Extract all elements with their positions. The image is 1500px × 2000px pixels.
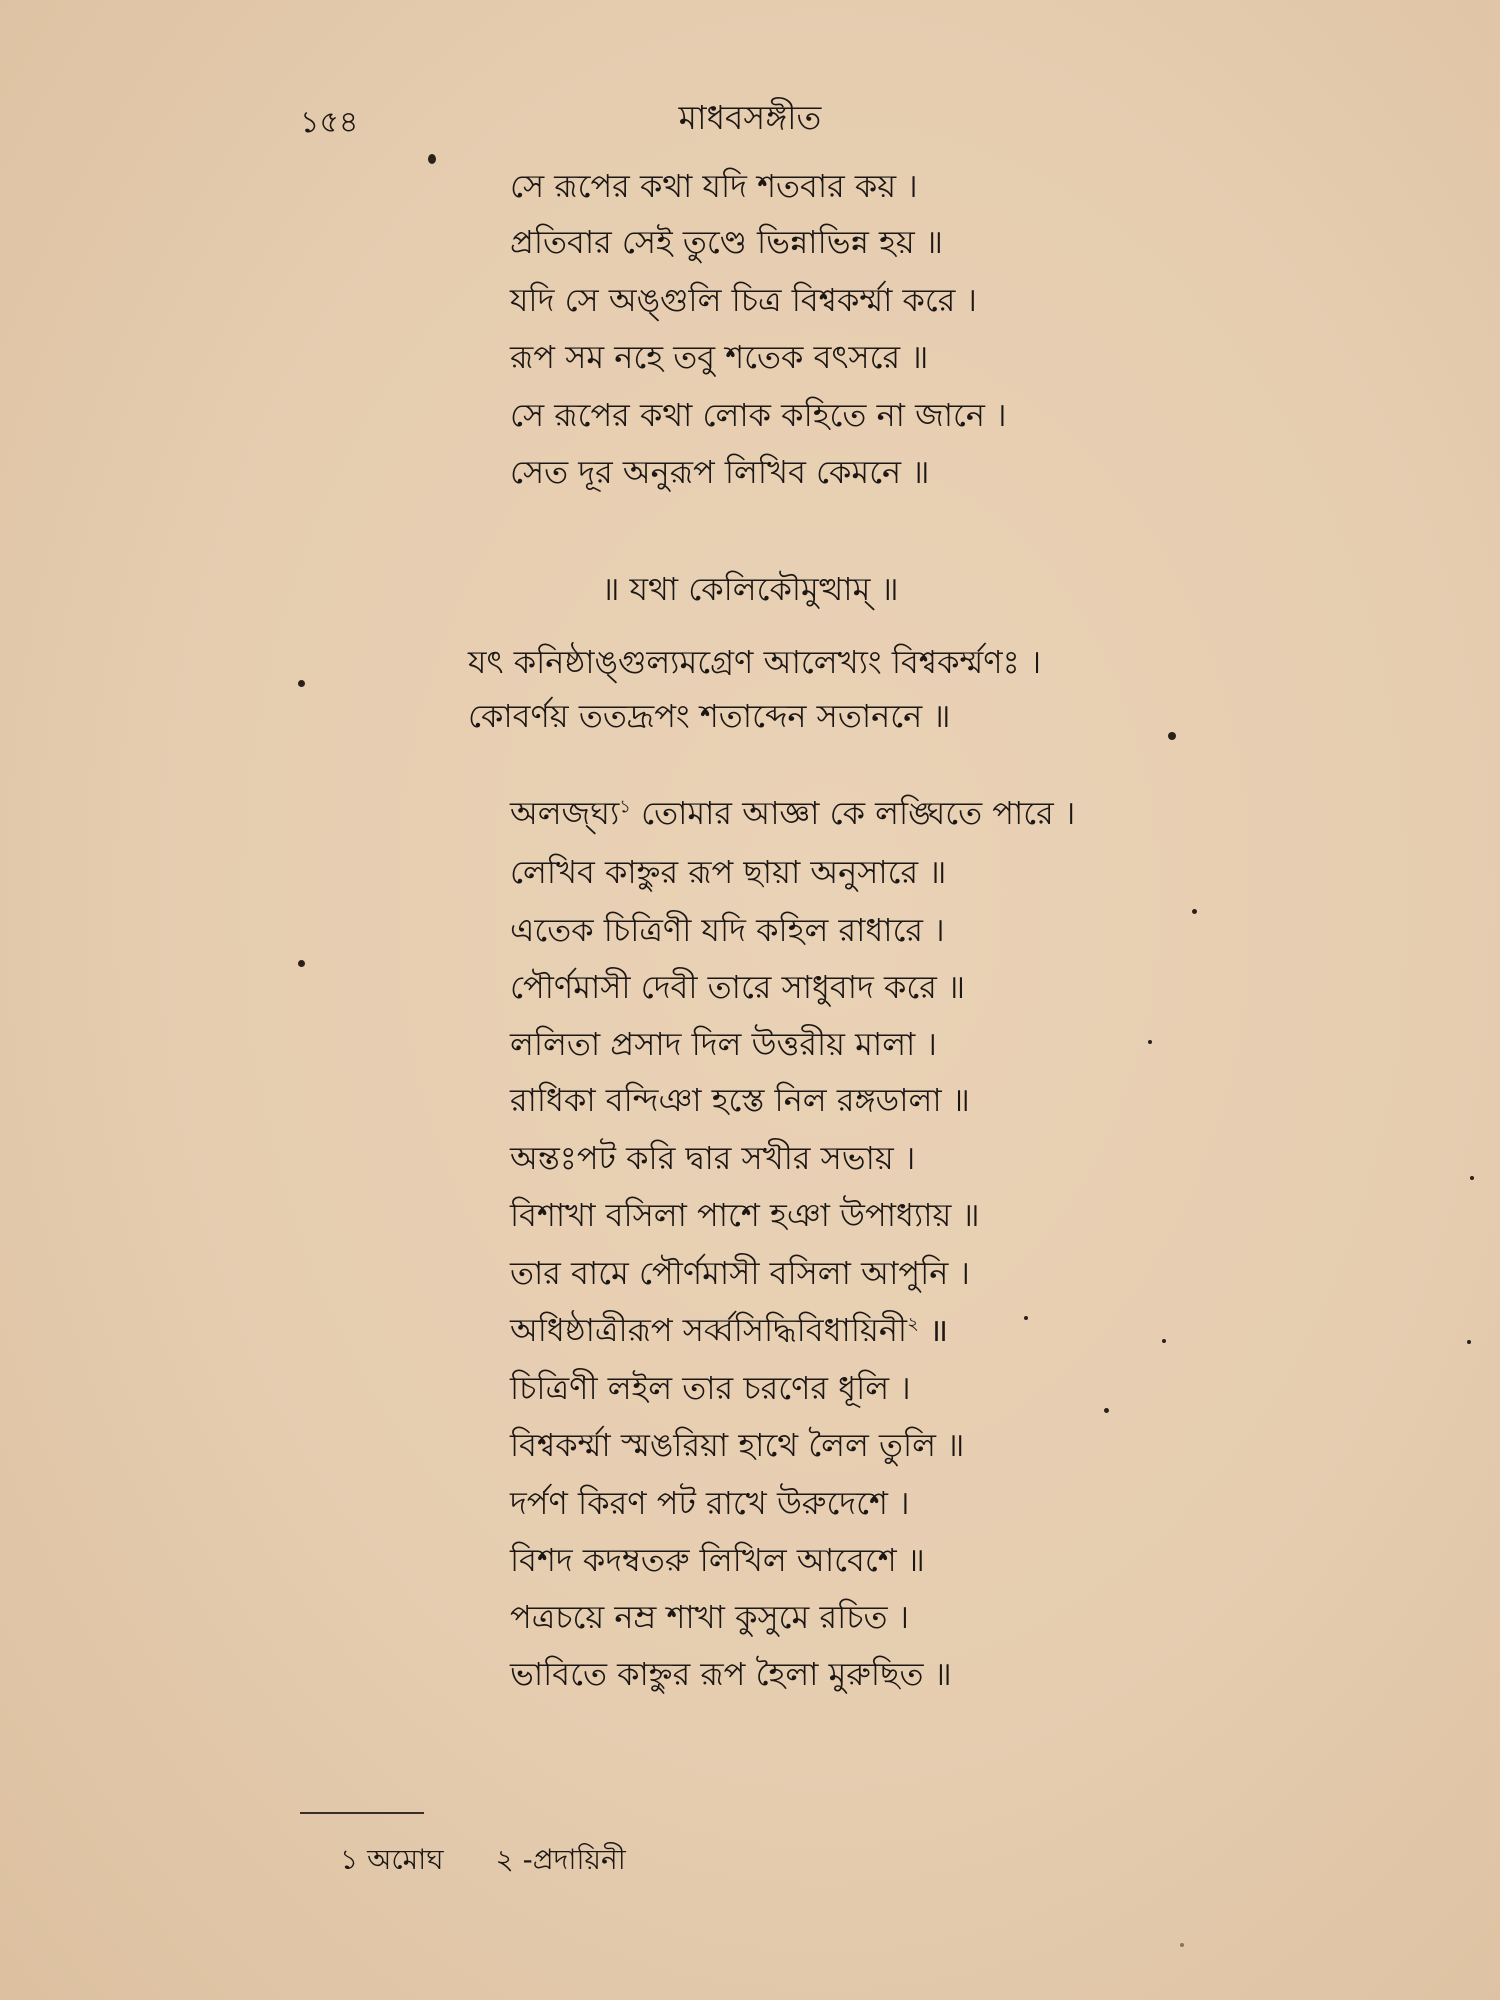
footnote-marker: ১ bbox=[619, 796, 631, 818]
paper-speck bbox=[1470, 1176, 1474, 1180]
verse-line: প্রতিবার সেই তুণ্ডে ভিন্নাভিন্ন হয় ॥ bbox=[510, 223, 943, 261]
sanskrit-heading: ॥ যথা কেলিকৌমুত্থাম্ ॥ bbox=[601, 570, 899, 608]
verse-line: সে রূপের কথা যদি শতবার কয় । bbox=[510, 167, 918, 205]
paper-speck bbox=[1104, 1408, 1109, 1413]
sloka-line: যৎ কনিষ্ঠাঙ্গুল্যমগ্রেণ আলেখ্যং বিশ্বকর্ম্মণঃ । bbox=[468, 643, 1042, 681]
verse-line: পত্রচয়ে নম্র শাখা কুসুমে রচিত । bbox=[510, 1598, 910, 1636]
verse-line: রূপ সম নহে তবু শতেক বৎসরে ॥ bbox=[510, 338, 929, 376]
verse-line: বিশদ কদম্বতরু লিখিল আবেশে ॥ bbox=[510, 1541, 925, 1579]
paper-speck bbox=[428, 154, 436, 164]
verse-line: সে রূপের কথা লোক কহিতে না জানে । bbox=[510, 396, 1007, 434]
footnotes bbox=[340, 1838, 626, 1885]
paper-speck bbox=[1467, 1340, 1471, 1344]
verse-line: সেত দূর অনুরূপ লিখিব কেমনে ॥ bbox=[510, 453, 930, 491]
verse-line: পৌর্ণমাসী দেবী তারে সাধুবাদ করে ॥ bbox=[510, 968, 966, 1006]
paper-speck bbox=[1162, 1339, 1166, 1343]
verse-line: এতেক চিত্রিণী যদি কহিল রাধারে । bbox=[510, 911, 945, 949]
verse-line: তার বামে পৌর্ণমাসী বসিলা আপুনি । bbox=[510, 1254, 970, 1292]
verse-line: রাধিকা বন্দিঞা হস্তে নিল রঙ্গডালা ॥ bbox=[510, 1081, 970, 1119]
paper-speck bbox=[1168, 732, 1176, 740]
footnote-rule bbox=[300, 1812, 424, 1814]
verse-line bbox=[510, 794, 1076, 832]
verse-text: অলজ্ঘ্য bbox=[510, 794, 620, 832]
paper-speck bbox=[1192, 909, 1197, 914]
verse-text: অধিষ্ঠাত্রীরূপ সর্ব্বসিদ্ধিবিধায়িনী bbox=[510, 1311, 908, 1349]
paper-speck bbox=[298, 680, 305, 687]
verse-line: বিশাখা বসিলা পাশে হঞা উপাধ্যায় ॥ bbox=[510, 1196, 980, 1234]
verse-line: যদি সে অঙ্গুলি চিত্র বিশ্বকর্ম্মা করে । bbox=[510, 281, 978, 319]
sloka-line: কোবর্ণয় ততদ্রূপং শতাব্দেন সতাননে ॥ bbox=[468, 697, 951, 735]
verse-line: দর্পণ কিরণ পট রাখে উরুদেশে । bbox=[510, 1484, 910, 1522]
verse-text: তোমার আজ্ঞা কে লঙ্ঘিতে পারে । bbox=[630, 794, 1076, 832]
verse-line: চিত্রিণী লইল তার চরণের ধূলি । bbox=[510, 1369, 911, 1407]
verse-line: লেখিব কাহ্নুর রূপ ছায়া অনুসারে ॥ bbox=[510, 853, 947, 891]
footnote: ১ অমোঘ bbox=[340, 1843, 444, 1876]
verse-line: অন্তঃপট করি দ্বার সখীর সভায় । bbox=[510, 1139, 916, 1177]
verse-line: ললিতা প্রসাদ দিল উত্তরীয় মালা । bbox=[510, 1025, 937, 1063]
verse-line: বিশ্বকর্ম্মা স্মঙরিয়া হাথে লৈল তুলি ॥ bbox=[510, 1426, 965, 1464]
running-header: মাধবসঙ্গীত bbox=[678, 98, 822, 137]
paper-speck bbox=[1180, 1943, 1184, 1947]
page-number: ১৫৪ bbox=[300, 105, 359, 140]
footnote-marker: ২ bbox=[907, 1313, 919, 1335]
verse-text: ॥ bbox=[918, 1311, 949, 1349]
verse-line bbox=[510, 1311, 949, 1349]
verse-line: ভাবিতে কাহ্নুর রূপ হৈলা মুরুছিত ॥ bbox=[510, 1655, 952, 1693]
paper-speck bbox=[298, 960, 305, 967]
paper-speck bbox=[1024, 1316, 1028, 1320]
footnote: ২ -প্রদায়িনী bbox=[495, 1843, 626, 1876]
paper-speck bbox=[1148, 1040, 1152, 1044]
